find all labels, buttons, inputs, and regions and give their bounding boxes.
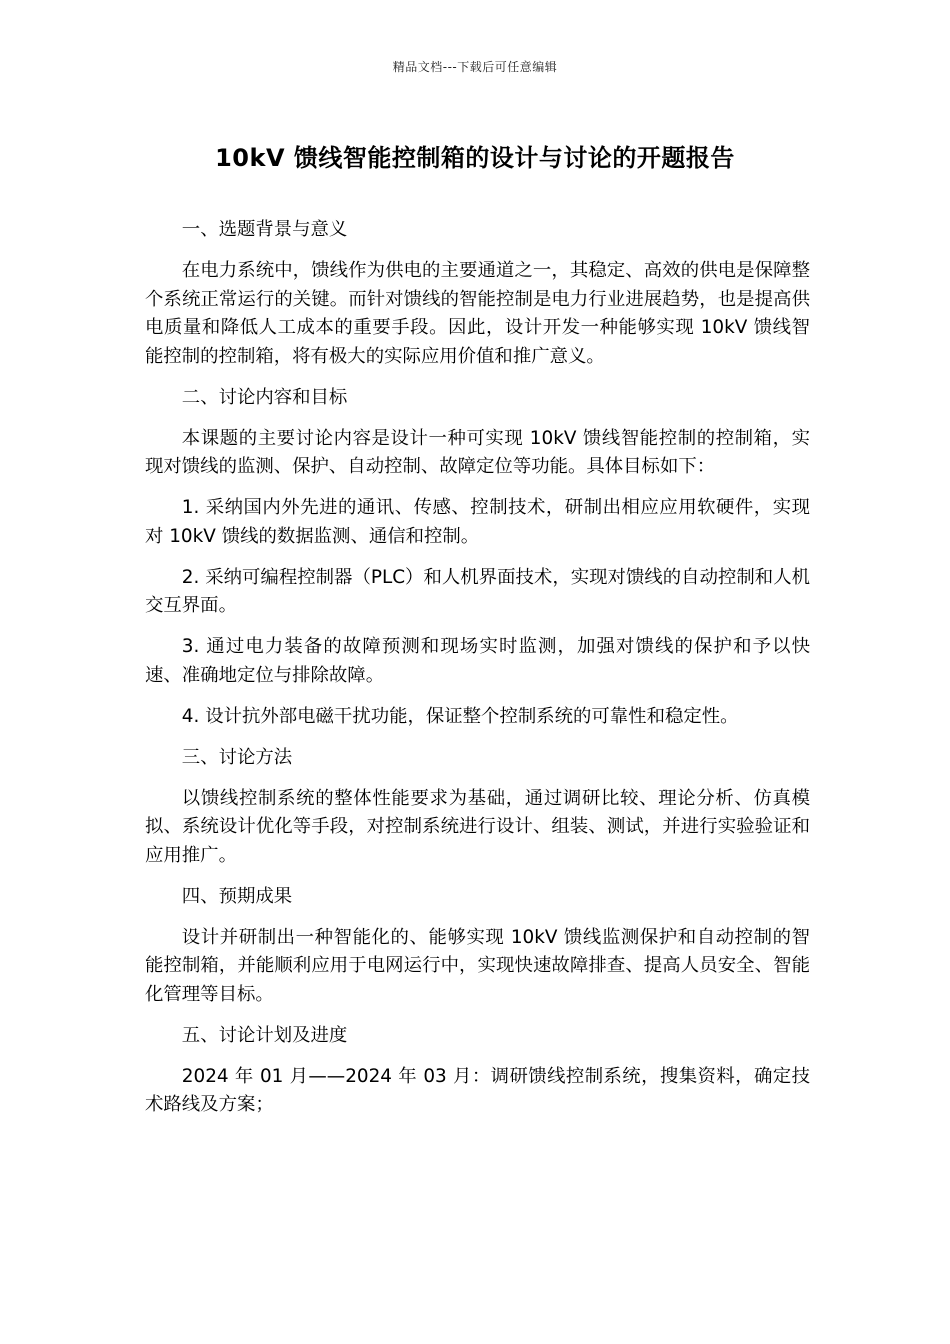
section-heading-schedule: 五、讨论计划及进度 [181, 1024, 348, 1046]
paragraph-expected-results: 设计并研制出一种智能化的、能够实现 10kV 馈线监测保护和自动控制的智能控制箱，并能顺利应用于电网运行中，实现快速故障排查、提高人员安全、智能化管理等目标。 [145, 926, 810, 1005]
paragraph-content-goals: 本课题的主要讨论内容是设计一种可实现 10kV 馈线智能控制的控制箱，实现对馈线的监测、保护、自动控制、故障定位等功能。具体目标如下： [145, 427, 810, 477]
goal-item-4: 4. 设计抗外部电磁干扰功能，保证整个控制系统的可靠性和稳定性。 [181, 705, 739, 727]
goal-item-2: 2. 采纳可编程控制器（PLC）和人机界面技术，实现对馈线的自动控制和人机交互界面。 [145, 566, 810, 616]
section-heading-background: 一、选题背景与意义 [181, 219, 348, 240]
document-body [145, 216, 810, 1132]
paragraph-background: 在电力系统中，馈线作为供电的主要通道之一，其稳定、高效的供电是保障整个系统正常运行的关键。而针对馈线的智能控制是电力行业进展趋势，也是提高供电质量和降低人工成本的重要手段。因此，设计开发一种能够实现 10kV 馈线智能控制的控制箱，将有极大的实际应用价值和推广意义。 [145, 260, 810, 367]
goal-item-3: 3. 通过电力装备的故障预测和现场实时监测，加强对馈线的保护和予以快速、准确地定位与排除故障。 [145, 636, 810, 686]
document-title: 10kV 馈线智能控制箱的设计与讨论的开题报告 [215, 144, 735, 172]
goal-item-1: 1. 采纳国内外先进的通讯、传感、控制技术，研制出相应应用软硬件，实现对 10kV 馈线的数据监测、通信和控制。 [145, 497, 810, 547]
section-heading-expected-results: 四、预期成果 [181, 885, 293, 907]
section-heading-content-goals: 二、讨论内容和目标 [181, 386, 348, 408]
section-heading-methods: 三、讨论方法 [181, 746, 293, 768]
header-note: 精品文档---下载后可任意编辑 [392, 60, 558, 74]
paragraph-methods: 以馈线控制系统的整体性能要求为基础，通过调研比较、理论分析、仿真模拟、系统设计优化等手段，对控制系统进行设计、组装、测试，并进行实验验证和应用推广。 [145, 787, 810, 866]
paragraph-schedule: 2024 年 01 月——2024 年 03 月：调研馈线控制系统，搜集资料，确定技术路线及方案； [145, 1065, 810, 1115]
